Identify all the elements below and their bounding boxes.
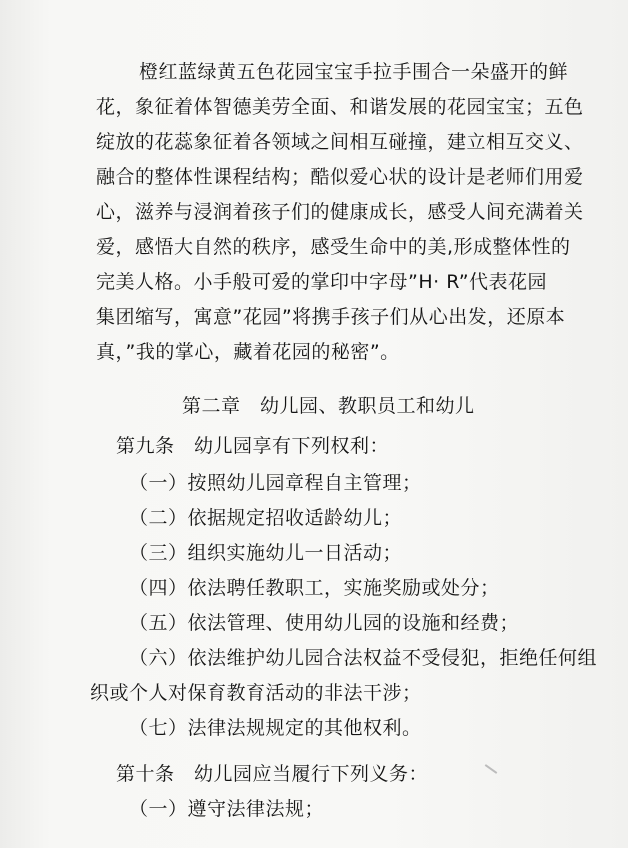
intro-line: 爱，感悟大自然的秩序，感受生命中的美,形成整体性的	[96, 236, 571, 258]
article-item: （五）依法管理、使用幼儿园的设施和经费；	[129, 612, 520, 634]
article-item: （七）法律法规规定的其他权利。	[129, 717, 422, 739]
intro-line: 绽放的花蕊象征着各领域之间相互碰撞，建立相互交义、	[96, 131, 584, 153]
article-item: （六）依法维护幼儿园合法权益不受侵犯，拒绝任何组	[129, 647, 598, 669]
intro-line: 完美人格。小手般可爱的掌印中字母”H· R”代表花园	[96, 271, 548, 293]
intro-line: 集团缩写，寓意”花园”将携手孩子们从心出发，还原本	[96, 306, 566, 328]
intro-line: 花，象征着体智德美劳全面、和谐发展的花园宝宝；五色	[96, 96, 584, 118]
article-item: （四）依法聘任教职工，实施奖励或处分；	[129, 577, 500, 599]
article-item: （三）组织实施幼儿一日活动；	[129, 542, 403, 564]
intro-line: 橙红蓝绿黄五色花园宝宝手拉手围合一朵盛开的鲜	[139, 61, 569, 83]
article-item: （一）按照幼儿园章程自主管理；	[129, 472, 422, 494]
article-title: 第十条 幼儿园应当履行下列义务：	[116, 763, 429, 785]
article-item: （一）遵守法律法规；	[129, 798, 325, 820]
intro-line: 真，”我的掌心，藏着花园的秘密”。	[96, 341, 400, 363]
article-item: （二）依据规定招收适龄幼儿；	[129, 507, 403, 529]
article-title: 第九条 幼儿园享有下列权利：	[116, 435, 390, 457]
article-item-continued: 织或个人对保育教育活动的非法干涉；	[90, 682, 422, 704]
intro-line: 心，滋养与浸润着孩子们的健康成长，感受人间充满着关	[96, 201, 584, 223]
chapter-title: 第二章 幼儿园、教职员工和幼儿	[182, 395, 475, 417]
paper-mark	[485, 764, 498, 774]
intro-line: 融合的整体性课程结构；酷似爱心状的设计是老师们用爱	[96, 166, 584, 188]
